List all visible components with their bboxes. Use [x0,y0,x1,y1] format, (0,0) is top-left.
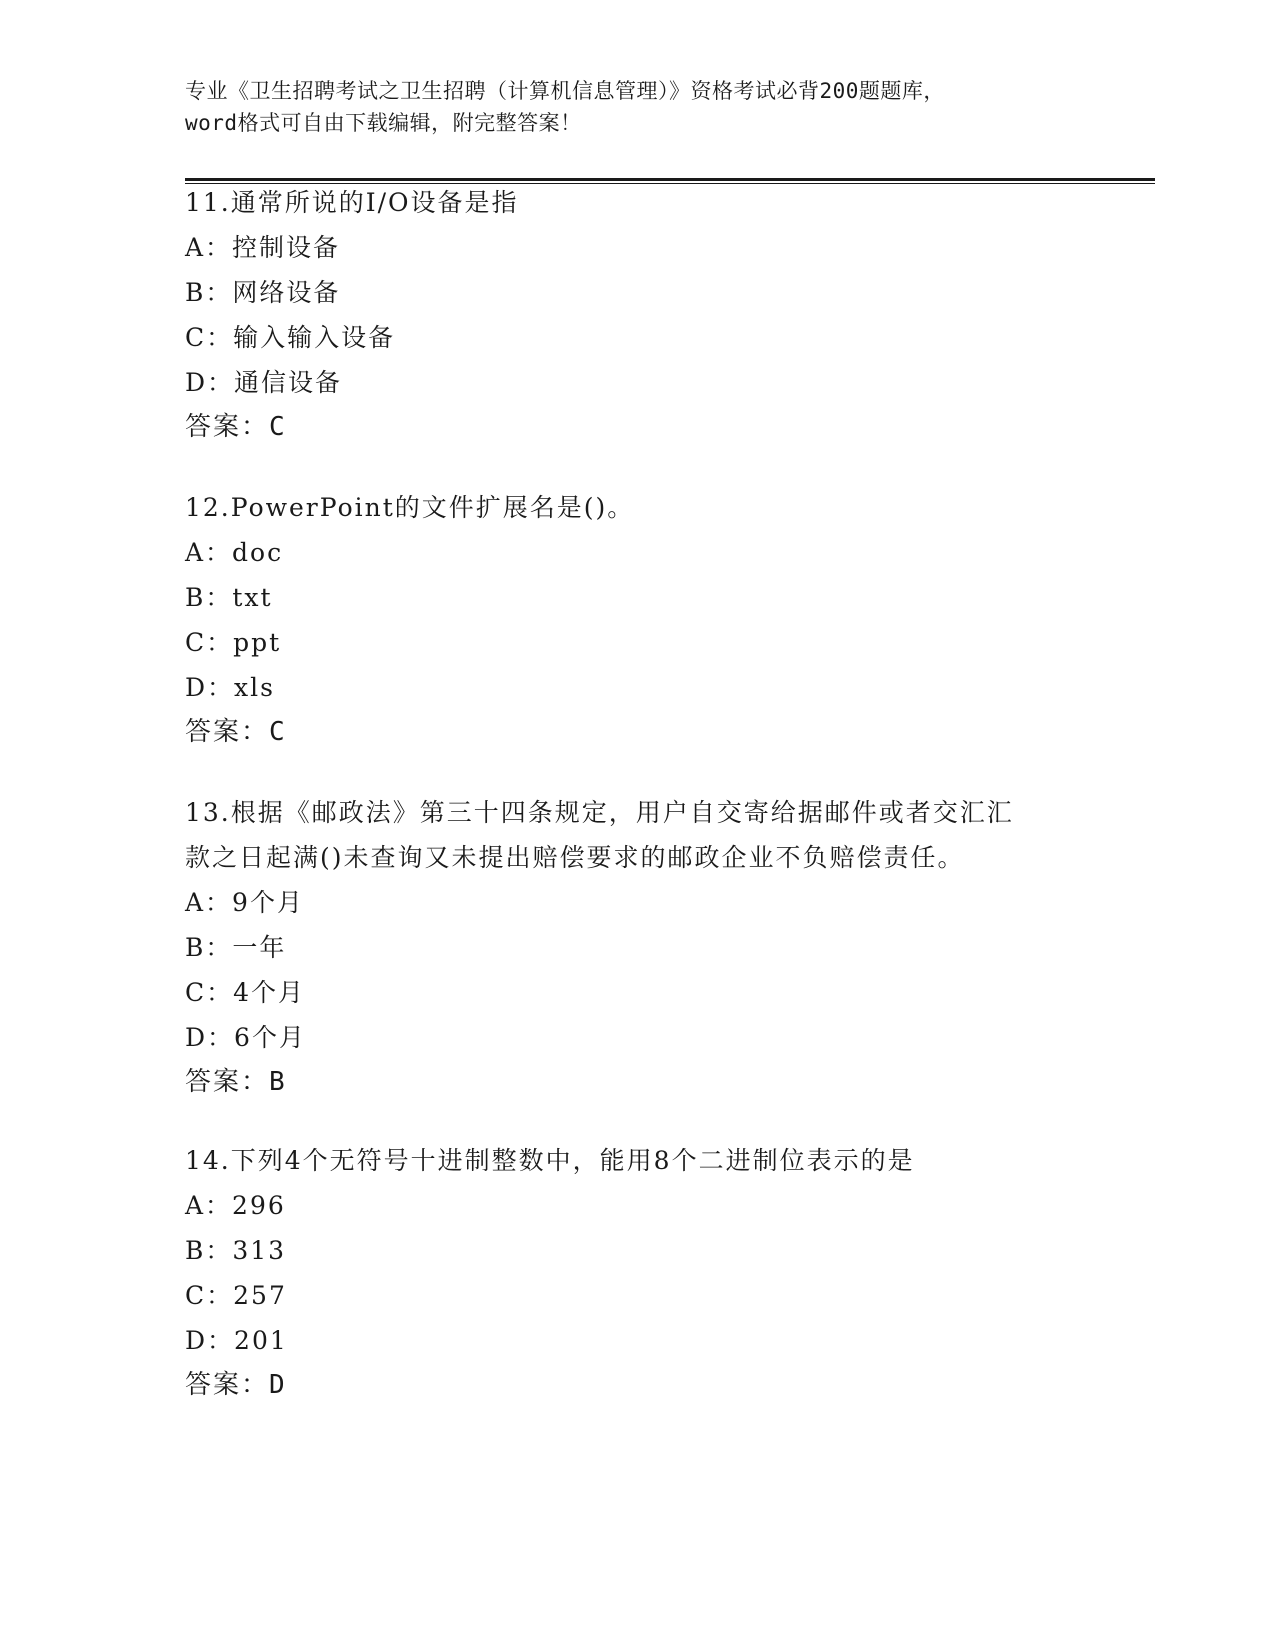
option-b: B：txt [185,583,273,612]
option-a: A：296 [185,1191,286,1220]
document-header [185,75,1085,139]
question-stem: 14.下列4个无符号十进制整数中，能用8个二进制位表示的是 [185,1146,915,1175]
option-c: C：257 [185,1281,287,1310]
question-stem: 11.通常所说的I/O设备是指 [185,188,519,217]
option-d: D：201 [185,1326,288,1355]
option-c: C：ppt [185,628,282,657]
option-c: C：4个月 [185,978,306,1007]
option-c: C：输入输入设备 [185,323,396,352]
option-b: B：一年 [185,933,287,962]
question-stem-line-1: 13.根据《邮政法》第三十四条规定，用户自交寄给据邮件或者交汇汇 [185,798,1014,827]
question-11 [185,180,1085,450]
option-a: A：9个月 [185,888,304,917]
answer-label: 答案：C [185,717,287,747]
header-line-1: 专业《卫生招聘考试之卫生招聘（计算机信息管理）》资格考试必背200题题库， [185,79,945,103]
header-line-2: word格式可自由下载编辑，附完整答案！ [185,111,582,135]
answer-label: 答案：D [185,1370,287,1400]
question-stem: 12.PowerPoint的文件扩展名是()。 [185,493,635,522]
question-13 [185,790,1085,1105]
option-b: B：网络设备 [185,278,341,307]
question-14 [185,1138,1085,1408]
option-b: B：313 [185,1236,287,1265]
answer-label: 答案：B [185,1067,287,1097]
question-12 [185,485,1085,755]
question-stem-line-2: 款之日起满()未查询又未提出赔偿要求的邮政企业不负赔偿责任。 [185,843,965,872]
answer-label: 答案：C [185,412,287,442]
option-d: D：通信设备 [185,368,343,397]
option-a: A：控制设备 [185,233,341,262]
option-d: D：6个月 [185,1023,306,1052]
option-a: A：doc [185,538,284,567]
option-d: D：xls [185,673,275,702]
